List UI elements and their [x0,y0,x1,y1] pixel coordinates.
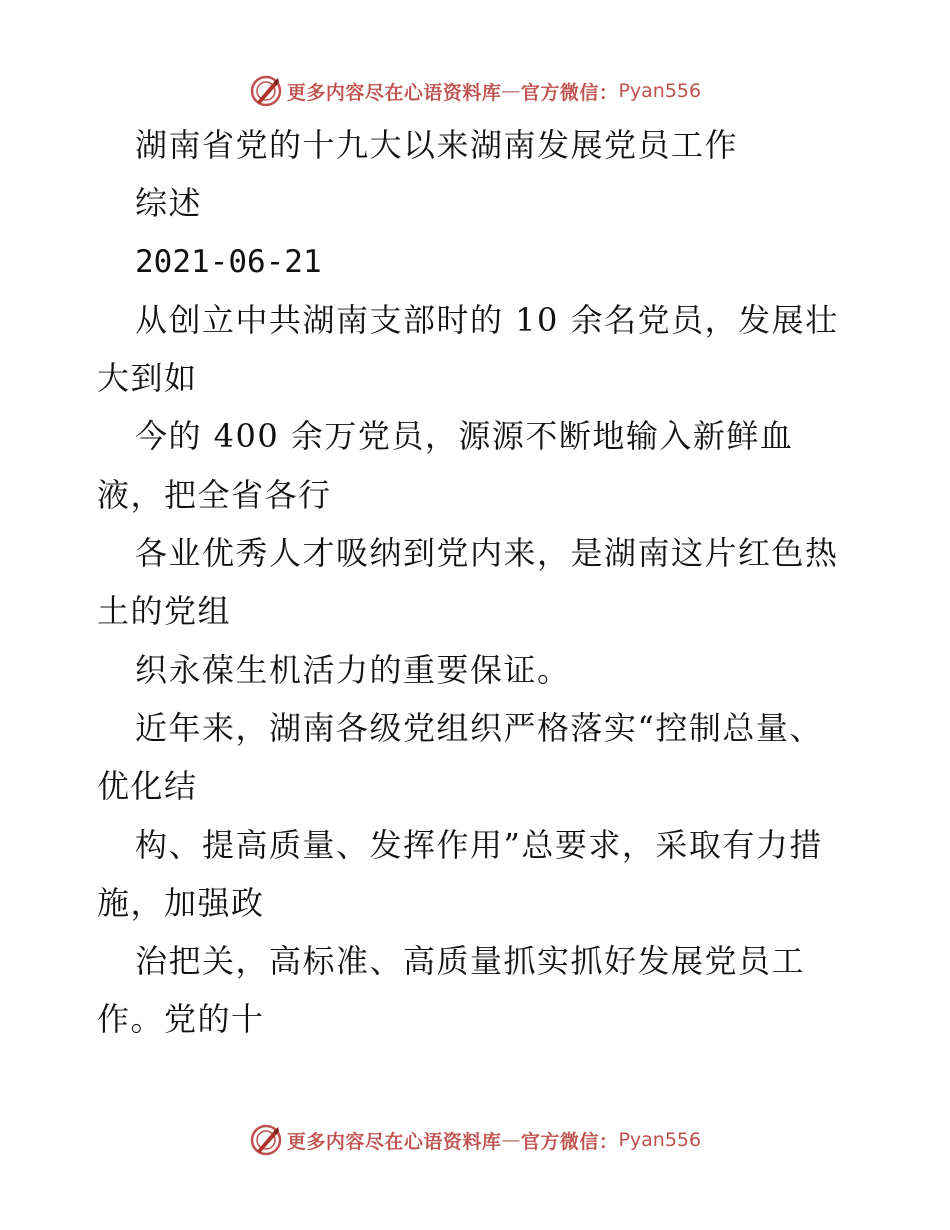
quill-logo-icon [249,74,283,108]
paragraph-line: 大到如 [97,359,198,398]
quill-logo-icon [249,1123,283,1157]
watermark-text: 更多内容尽在心语资料库 [286,1130,502,1153]
paragraph-line: 构、提高质量、发挥作用”总要求，采取有力措 [135,825,823,864]
document-date: 2021-06-21 [135,243,322,280]
watermark-official: 官方微信： [520,81,619,104]
paragraph-line: 从创立中共湖南支部时的 10 余名党员，发展壮 [135,300,839,339]
paragraph-line: 优化结 [97,767,198,806]
paragraph-line: 施，加强政 [97,883,265,922]
paragraph-line: 治把关，高标准、高质量抓实抓好发展党员工 [135,942,806,981]
document-title-line-2: 综述 [135,184,203,223]
watermark-official: 官方微信： [520,1130,619,1153]
watermark-wechat-id: Pyan556 [618,80,702,102]
watermark-dash: — [501,80,521,102]
paragraph-line: 各业优秀人才吸纳到党内来，是湖南这片红色热 [135,534,839,573]
paragraph-line: 近年来，湖南各级党组织严格落实“控制总量、 [135,708,823,747]
footer-watermark [0,1120,950,1160]
paragraph-line: 今的 400 余万党员，源源不断地输入新鲜血 [135,417,794,456]
watermark-text: 更多内容尽在心语资料库 [286,81,502,104]
paragraph-line: 液，把全省各行 [97,475,332,514]
watermark-wechat-id: Pyan556 [618,1129,702,1151]
watermark-dash: — [501,1129,521,1151]
document-title-line-1: 湖南省党的十九大以来湖南发展党员工作 [135,126,739,164]
paragraph-line: 作。党的十 [97,1000,265,1039]
paragraph-line: 织永葆生机活力的重要保证。 [135,650,571,689]
document-body [97,116,867,1049]
paragraph-line: 土的党组 [97,592,232,631]
header-watermark [0,71,950,111]
